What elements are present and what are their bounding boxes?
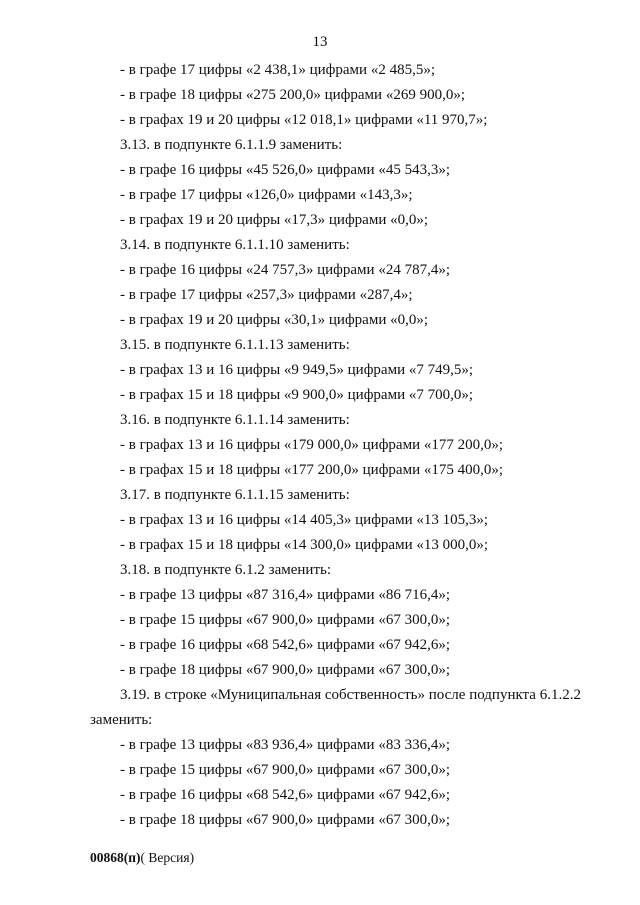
section-heading-3-19: 3.19. в строке «Муниципальная собственность» после подпункта 6.1.2.2: [120, 687, 581, 703]
section-heading-3-19-continuation: заменить:: [90, 712, 153, 728]
section-heading-3-14: 3.14. в подпункте 6.1.1.10 заменить:: [120, 237, 350, 253]
text-line: - в графах 13 и 16 цифры «14 405,3» цифрами «13 105,3»;: [120, 512, 489, 528]
text-line: - в графах 15 и 18 цифры «9 900,0» цифрами «7 700,0»;: [120, 387, 474, 403]
text-line: - в графе 15 цифры «67 900,0» цифрами «67 300,0»;: [120, 762, 450, 778]
text-line: - в графе 17 цифры «126,0» цифрами «143,3»;: [120, 187, 413, 203]
text-line: - в графе 16 цифры «68 542,6» цифрами «67 942,6»;: [120, 787, 450, 803]
section-heading-3-18: 3.18. в подпункте 6.1.2 заменить:: [120, 562, 332, 578]
text-line: - в графе 16 цифры «45 526,0» цифрами «45 543,3»;: [120, 162, 450, 178]
text-line: - в графе 17 цифры «257,3» цифрами «287,4»;: [120, 287, 413, 303]
text-line: - в графах 19 и 20 цифры «30,1» цифрами «0,0»;: [120, 312, 429, 328]
text-line: - в графе 18 цифры «275 200,0» цифрами «269 900,0»;: [120, 87, 465, 103]
text-line: - в графах 19 и 20 цифры «12 018,1» цифрами «11 970,7»;: [120, 112, 488, 128]
text-line: - в графе 13 цифры «87 316,4» цифрами «86 716,4»;: [120, 587, 450, 603]
document-version: ( Версия): [140, 850, 195, 865]
text-line: - в графах 15 и 18 цифры «177 200,0» цифрами «175 400,0»;: [120, 462, 504, 478]
section-heading-3-15: 3.15. в подпункте 6.1.1.13 заменить:: [120, 337, 350, 353]
text-line: - в графе 16 цифры «68 542,6» цифрами «67 942,6»;: [120, 637, 450, 653]
section-heading-3-17: 3.17. в подпункте 6.1.1.15 заменить:: [120, 487, 350, 503]
section-heading-3-16: 3.16. в подпункте 6.1.1.14 заменить:: [120, 412, 350, 428]
text-line: - в графе 15 цифры «67 900,0» цифрами «67 300,0»;: [120, 612, 450, 628]
text-line: - в графах 15 и 18 цифры «14 300,0» цифрами «13 000,0»;: [120, 537, 489, 553]
text-line: - в графах 13 и 16 цифры «179 000,0» цифрами «177 200,0»;: [120, 437, 504, 453]
text-line: - в графе 17 цифры «2 438,1» цифрами «2 485,5»;: [120, 62, 435, 78]
text-line: - в графах 13 и 16 цифры «9 949,5» цифрами «7 749,5»;: [120, 362, 474, 378]
text-line: - в графах 19 и 20 цифры «17,3» цифрами «0,0»;: [120, 212, 429, 228]
document-code: 00868(п): [90, 850, 141, 865]
text-line: - в графе 16 цифры «24 757,3» цифрами «24 787,4»;: [120, 262, 450, 278]
page-number: 13: [312, 34, 328, 50]
text-line: - в графе 18 цифры «67 900,0» цифрами «67 300,0»;: [120, 662, 450, 678]
document-footer: [90, 850, 194, 866]
section-heading-3-13: 3.13. в подпункте 6.1.1.9 заменить:: [120, 137, 343, 153]
text-line: - в графе 18 цифры «67 900,0» цифрами «67 300,0»;: [120, 812, 450, 828]
amendment-list: [0, 58, 640, 833]
text-line: - в графе 13 цифры «83 936,4» цифрами «83 336,4»;: [120, 737, 450, 753]
